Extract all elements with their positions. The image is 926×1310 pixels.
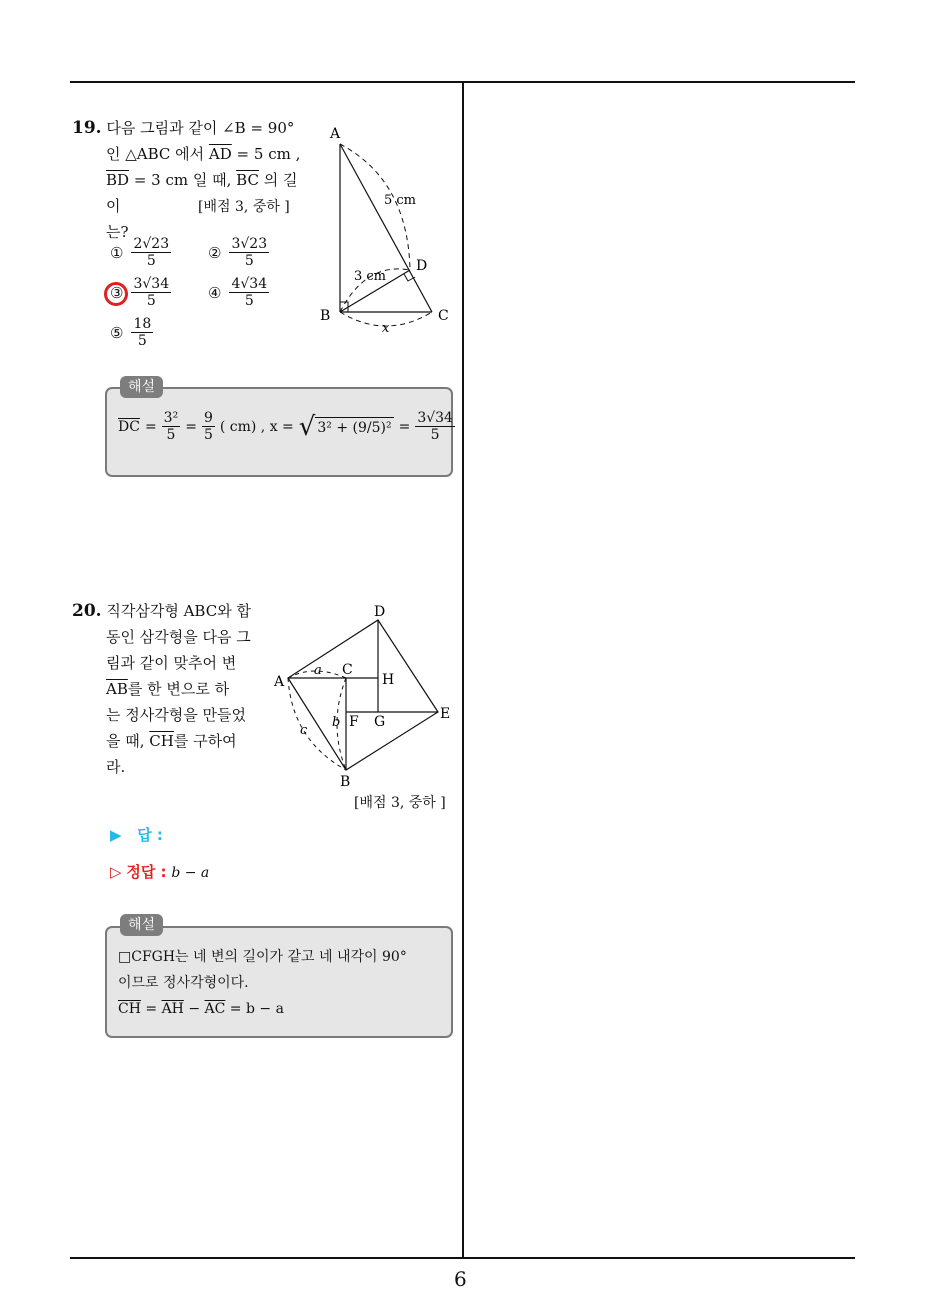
expl-line2: 이므로 정사각형이다. [118,975,249,991]
correct-value: b − a [171,865,210,881]
label-f: F [349,714,359,730]
q19-triangle-figure [316,120,456,340]
q20-seg-ab: $\overline{AB}$ [106,680,128,698]
q19-stem [72,115,310,245]
expl-line1: □CFGH는 네 변의 길이가 같고 네 내각이 90° [118,949,407,965]
q20-explanation-tab: 해설 [120,914,163,936]
column-divider [462,82,464,1258]
choice-fraction: $\frac{3√23}{5}$ [231,236,268,269]
q20-line3: 림과 같이 맞추어 변 [106,654,237,672]
formula-eq: = [185,418,197,435]
outline-arrow-icon: ▷ [110,863,122,881]
formula-frac2: $\frac{9}{5}$ [203,410,213,443]
q20-line2: 동인 삼각형을 다음 그 [106,628,251,646]
label-h: H [382,672,395,688]
side-ac [340,144,432,312]
q19-seg-bc: $\overline{BC}$ [236,171,259,189]
q19-line4: 는? [106,223,129,241]
choice-mark: ③ [110,283,124,302]
q20-line7: 라. [106,758,126,776]
q20-line4-post: 를 한 변으로 하 [127,680,230,698]
label-b: B [320,308,331,324]
label-g: G [374,714,386,730]
choice-fraction: $\frac{18}{5}$ [133,316,152,349]
formula-unit: ( cm) , x = [219,418,294,435]
answer-circle-mark [104,282,128,306]
q19-explanation-formula [118,410,455,443]
formula-eq: = [144,418,157,435]
q19-line3-post: 의 길이 [106,171,298,215]
right-angle-d [404,274,415,281]
q19-seg-bd: $\overline{BD}$ [106,171,130,189]
label-d: D [374,604,386,620]
q20-line6-post: 를 구하여 [173,732,237,750]
q19-line2-post: = 5 cm , [231,145,301,163]
q19-grade: [배점 3, 중하 ] [198,199,290,215]
choice-fraction: $\frac{3√34}{5}$ [133,276,170,309]
q19-choice-2[interactable] [208,236,269,269]
q19-line2-pre: 인 △ABC 에서 [106,145,209,163]
q20-grade: [배점 3, 중하 ] [354,795,446,811]
expl-line3: $\overline{CH} = \overline{AH} - \overline{AC} = b - a$ [118,1001,284,1017]
label-c: C [342,662,353,678]
q20-explanation-text [118,944,444,1022]
q20-seg-ch: $\overline{CH}$ [149,732,174,750]
formula-frac1: $\frac{\text{3²}}{5}$ [163,410,179,443]
q19-line1: 다음 그림과 같이 ∠B = 90° [106,119,295,137]
choice-mark: ① [110,243,124,262]
choice-mark: ⑤ [110,323,124,342]
q20-line6-pre: 을 때, [106,732,150,750]
q20-stem [72,598,262,780]
q20-correct-row [110,861,209,882]
choice-mark: ④ [208,283,222,302]
label-a-len: a [314,663,322,678]
formula-result: $\frac{3√34}{5}$ [417,410,453,443]
label-a: A [274,674,285,690]
formula-eq: = [398,418,411,435]
q19-number: 19. [72,118,102,138]
label-c: C [438,308,449,324]
label-a: A [330,126,341,142]
q20-square-figure [270,600,456,790]
q19-choice-1[interactable] [110,236,171,269]
q19-seg-ad: $\overline{AD}$ [208,145,232,163]
label-b: B [340,774,351,790]
choice-fraction: $\frac{2√23}{5}$ [133,236,170,269]
q19-choice-4[interactable] [208,276,269,309]
play-arrow-icon: ▶ [110,826,122,844]
label-b-len: b [332,715,341,730]
label-c-len: c [300,723,308,738]
choice-mark: ② [208,243,222,262]
page-number: 6 [454,1267,467,1291]
bottom-rule [70,1257,855,1259]
q19-explanation-tab: 해설 [120,376,163,398]
square-abde [288,620,438,770]
label-bd: 3 cm [354,269,387,284]
q20-number: 20. [72,601,102,621]
q20-line5: 는 정사각형을 만들었 [106,706,246,724]
q20-line1: 직각삼각형 ABC와 합 [106,602,251,620]
q19-line3-mid: = 3 cm 일 때, [129,171,237,189]
q20-answer-row[interactable] [110,824,163,845]
answer-label: 답 : [137,826,163,844]
label-x: x [382,321,390,336]
label-d: D [416,258,428,274]
choice-fraction: $\frac{4√34}{5}$ [231,276,268,309]
correct-label: 정답 : [126,863,167,881]
q19-choice-5[interactable] [110,316,153,349]
formula-dc: $\overline{DC}$ [118,418,140,435]
label-ad: 5 cm [384,193,417,208]
label-e: E [440,706,451,722]
formula-root: √ 3² + (9/5)² [298,411,392,442]
